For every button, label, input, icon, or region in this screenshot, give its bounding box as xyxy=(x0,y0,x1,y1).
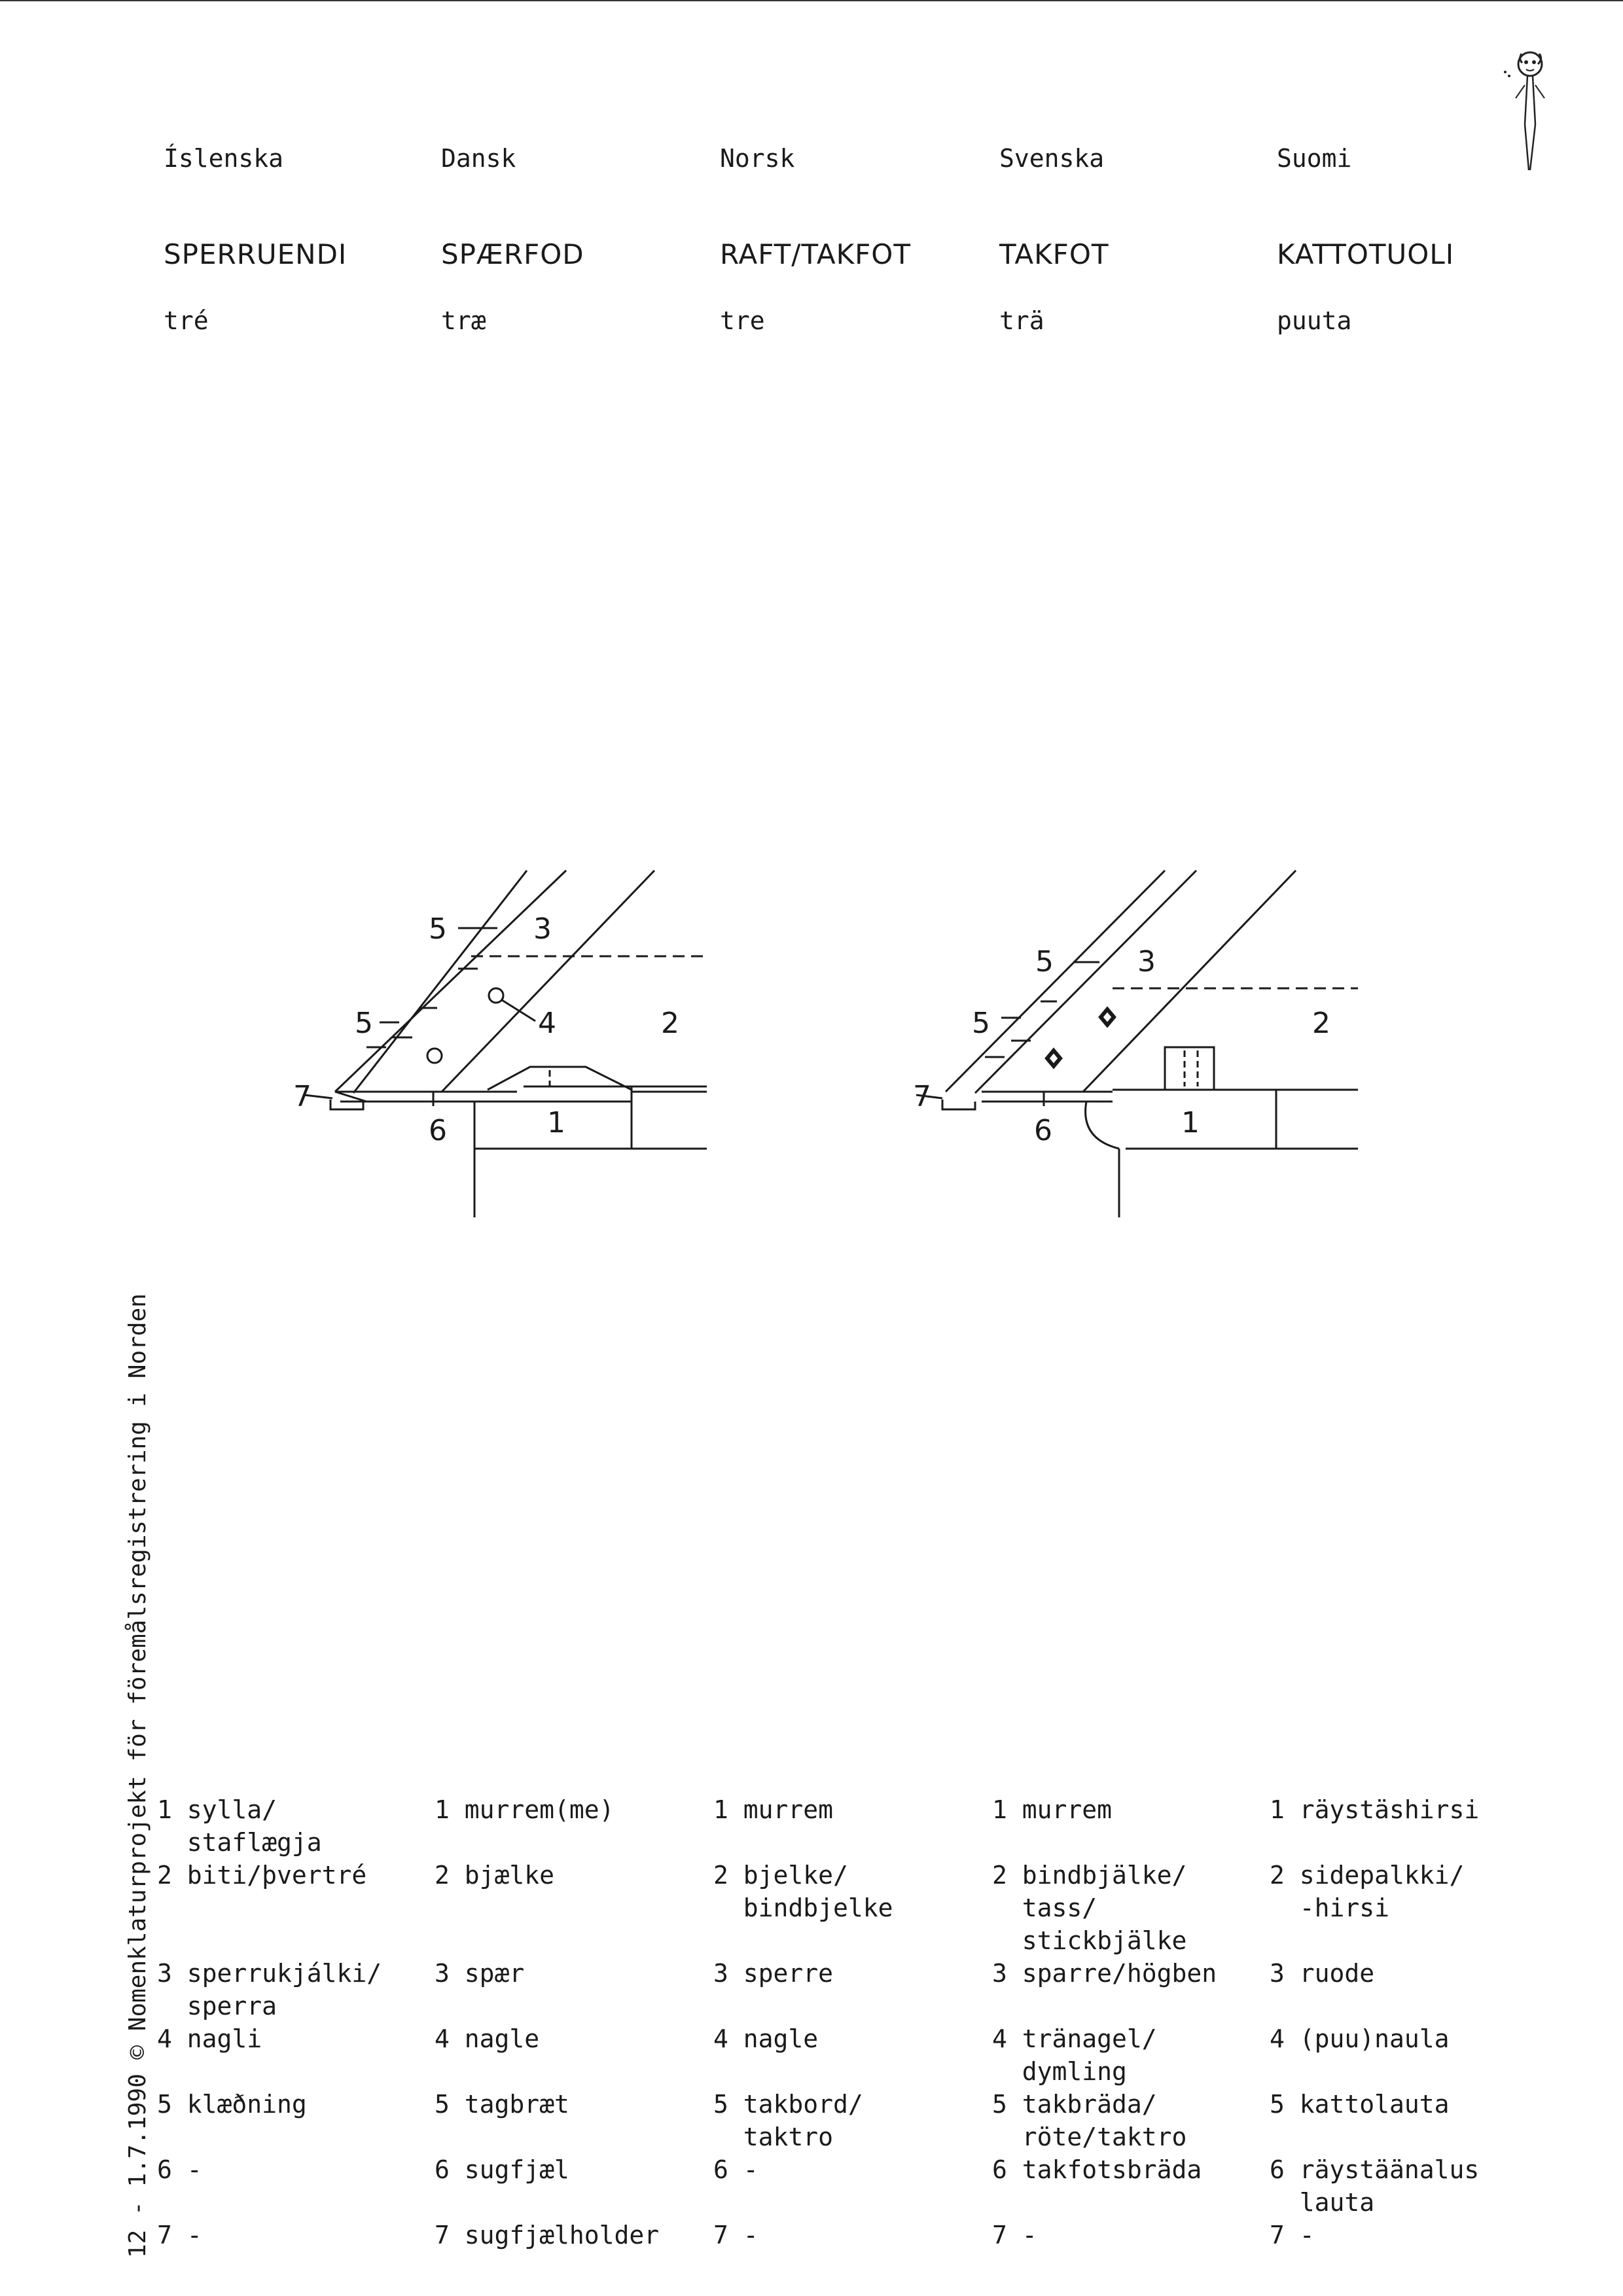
legend-item: 2 bindbjälke/ tass/ stickbjälke xyxy=(992,1861,1187,1955)
legend-item: 5 kattolauta xyxy=(1270,2090,1450,2119)
top-rule xyxy=(0,0,1623,1)
material-icelandic: tré xyxy=(164,306,209,335)
right-label-5a: 5 xyxy=(1035,945,1054,978)
term-icelandic: SPERRUENDI xyxy=(164,238,348,270)
left-label-2: 2 xyxy=(661,1007,679,1040)
legend-item: 1 sylla/ staflægja xyxy=(157,1795,322,1857)
language-norwegian: Norsk xyxy=(720,144,795,173)
legend-item: 6 sugfjæl xyxy=(435,2155,569,2184)
material-norwegian: tre xyxy=(720,306,765,335)
left-label-7: 7 xyxy=(293,1080,312,1113)
legend-item: 1 murrem(me) xyxy=(435,1795,615,1824)
left-label-4: 4 xyxy=(538,1007,556,1040)
legend-item: 7 sugfjælholder xyxy=(435,2221,660,2250)
language-swedish: Svenska xyxy=(999,144,1105,173)
legend-item: 6 - xyxy=(157,2155,202,2184)
language-danish: Dansk xyxy=(441,144,516,173)
left-label-5b: 5 xyxy=(355,1007,373,1040)
legend-item: 2 bjelke/ bindbjelke xyxy=(713,1861,893,1922)
legend-item: 3 ruode xyxy=(1270,1959,1375,1988)
right-label-3: 3 xyxy=(1137,945,1156,978)
legend-item: 4 (puu)naula xyxy=(1270,2024,1450,2053)
legend-item: 2 sidepalkki/ -hirsi xyxy=(1270,1861,1465,1922)
vertical-footer-text: 12 - 1.7.1990 © Nomenklaturprojekt för föremålsregistrering i Norden xyxy=(124,1293,151,2258)
right-label-6: 6 xyxy=(1034,1114,1052,1147)
right-label-7: 7 xyxy=(913,1080,931,1113)
right-label-1: 1 xyxy=(1181,1106,1200,1139)
eaves-diagram xyxy=(0,818,1623,1276)
legend-item: 6 - xyxy=(713,2155,758,2184)
legend-item: 4 tränagel/ dymling xyxy=(992,2024,1157,2086)
language-icelandic: Íslenska xyxy=(164,144,284,173)
legend-item: 1 murrem xyxy=(992,1795,1113,1824)
material-swedish: trä xyxy=(999,306,1044,335)
term-finnish: KATTOTUOLI xyxy=(1277,238,1455,270)
right-label-5b: 5 xyxy=(972,1007,990,1040)
mascot-figure-icon xyxy=(1492,46,1564,177)
eaves-drawing xyxy=(0,818,1623,1276)
term-danish: SPÆRFOD xyxy=(441,238,584,270)
material-danish: træ xyxy=(441,306,486,335)
legend-item: 5 tagbræt xyxy=(435,2090,569,2119)
term-norwegian: RAFT/TAKFOT xyxy=(720,238,911,270)
legend-item: 5 klæðning xyxy=(157,2090,307,2119)
legend-item: 4 nagli xyxy=(157,2024,262,2053)
legend-item: 7 - xyxy=(1270,2221,1315,2250)
legend-item: 3 sperrukjálki/ sperra xyxy=(157,1959,382,2020)
legend-item: 6 räystäänalus lauta xyxy=(1270,2155,1480,2217)
left-label-3: 3 xyxy=(533,912,552,946)
term-swedish: TAKFOT xyxy=(999,238,1109,270)
legend-item: 5 takbräda/ röte/taktro xyxy=(992,2090,1187,2151)
legend-item: 3 spær xyxy=(435,1959,525,1988)
legend-item: 7 - xyxy=(157,2221,202,2250)
right-label-2: 2 xyxy=(1312,1007,1330,1040)
legend-item: 3 sperre xyxy=(713,1959,834,1988)
legend-item: 2 biti/þvertré xyxy=(157,1861,367,1890)
left-label-1: 1 xyxy=(547,1106,565,1139)
legend-item: 6 takfotsbräda xyxy=(992,2155,1202,2184)
language-finnish: Suomi xyxy=(1277,144,1352,173)
legend-item: 2 bjælke xyxy=(435,1861,555,1890)
legend-item: 3 sparre/högben xyxy=(992,1959,1217,1988)
legend-item: 7 - xyxy=(992,2221,1037,2250)
legend-item: 4 nagle xyxy=(713,2024,819,2053)
left-label-5a: 5 xyxy=(429,912,447,946)
legend-item: 4 nagle xyxy=(435,2024,540,2053)
legend-item: 1 murrem xyxy=(713,1795,834,1824)
left-label-6: 6 xyxy=(429,1114,447,1147)
material-finnish: puuta xyxy=(1277,306,1352,335)
legend-item: 7 - xyxy=(713,2221,758,2250)
legend-item: 1 räystäshirsi xyxy=(1270,1795,1480,1824)
legend-item: 5 takbord/ taktro xyxy=(713,2090,863,2151)
